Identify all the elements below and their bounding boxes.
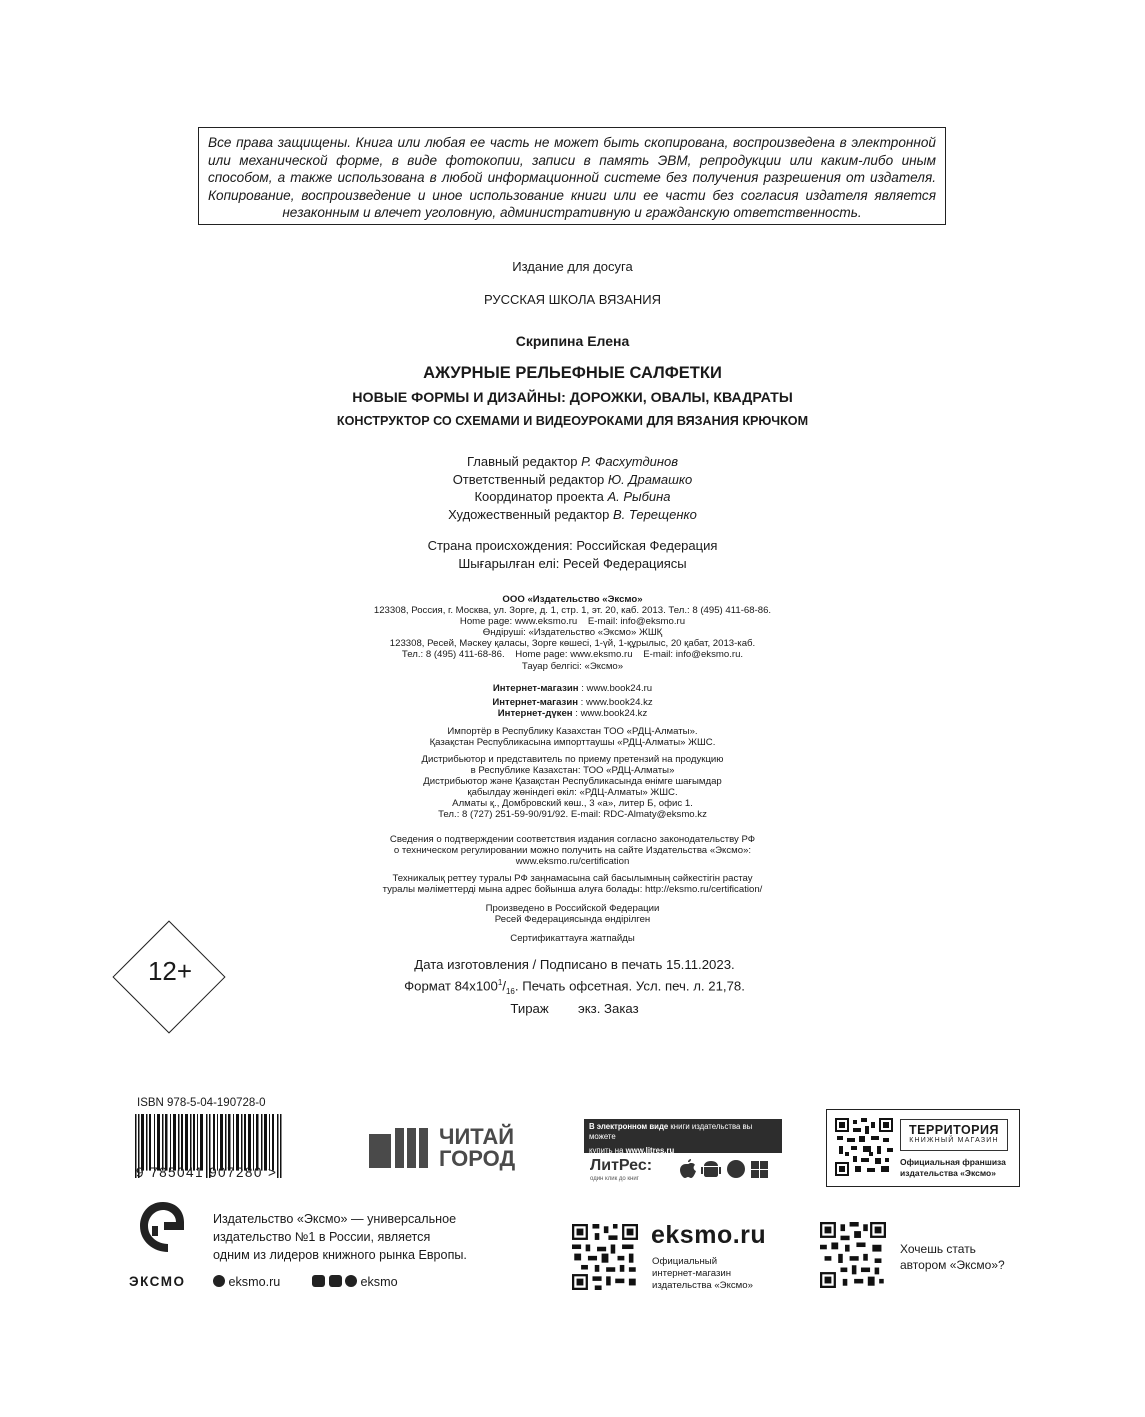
book-subtitle-1: НОВЫЕ ФОРМЫ И ДИЗАЙНЫ: ДОРОЖКИ, ОВАЛЫ, КВАДРАТЫ <box>352 390 793 406</box>
origin-kz: Шығарылған елі: Ресей Федерациясы <box>458 555 687 571</box>
windows-icon <box>751 1161 759 1169</box>
editor-line: Ответственный редактор Ю. Драмашко <box>452 471 693 487</box>
certification-line: Сведения о подтверждении соответствия издания согласно законодательству РФ <box>389 834 756 845</box>
produced-line: Произведено в Российской Федерации <box>485 903 660 914</box>
rights-notice: Все права защищены. Книга или любая ее часть не может быть скопирована, воспроизведена в электронной или механической форме, в виде фотокопии, записи в память ЭВМ, репродукции или каким-либо иным способом, а также использована в любой информационной системе без получения разрешения от издателя. Копирование, воспроизведение и иное использование книги или ее части без согласия издателя является незаконным и влечет уголовную, административную и гражданскую ответственность. <box>208 135 936 221</box>
author-name: Скрипина Елена <box>515 333 630 349</box>
print-info <box>2 956 1145 1018</box>
certification-line: туралы мәліметтерді мына адрес бойынша алуға болады: http://eksmo.ru/certification/ <box>382 884 763 896</box>
android-icon <box>701 1161 721 1177</box>
produced-line: Ресей Федерациясында өндірілген <box>494 914 651 926</box>
distributor-block <box>0 754 1145 821</box>
editor-line: Главный редактор Р. Фасхутдинов <box>466 454 679 469</box>
print-circulation: Тираж экз. Заказ <box>510 1001 639 1017</box>
platform-icons <box>678 1158 778 1180</box>
not-certified: Сертификаттауға жатпайды <box>510 933 635 944</box>
blackberry-icon <box>727 1160 745 1178</box>
ok-icon <box>329 1275 342 1287</box>
chitai-gorod-mark-icon <box>369 1128 435 1168</box>
produced-block <box>0 903 1145 925</box>
editor-line: Художественный редактор В. Терещенко <box>448 506 697 522</box>
publisher-kz-address: 123308, Ресей, Мәскеу қаласы, Зорге көшесі, 1-үй, 1-құрылыс, 20 қабат, 2013-каб. <box>389 638 756 650</box>
certification-line: www.eksmo.ru/certification <box>515 856 630 868</box>
distributor-line: Дистрибьютор и представитель по приему претензий на продукцию <box>421 754 724 765</box>
publisher-name: ООО «Издательство «Эксмо» <box>502 594 643 605</box>
book-title: АЖУРНЫЕ РЕЛЬЕФНЫЕ САЛФЕТКИ <box>423 364 722 382</box>
eksmo-shop-domain[interactable]: eksmo.ru <box>651 1221 767 1249</box>
certification-ru-block <box>0 834 1145 867</box>
certification-line: Техникалық реттеу туралы РФ заңнамасына сай басылымның сәйкестігін растау <box>392 873 753 884</box>
distributor-line: в Республике Казахстан: ТОО «РДЦ-Алматы» <box>470 765 675 777</box>
distributor-line: қабылдау жөніндегі өкіл: «РДЦ-Алматы» ЖШС. <box>467 787 678 799</box>
importer-block <box>0 726 1145 748</box>
eksmo-shop-qr-icon[interactable] <box>572 1224 638 1290</box>
apple-icon <box>680 1159 696 1178</box>
importer-kz: Қазақстан Республикасына импорттаушы «РДЦ-Алматы» ЖШС. <box>429 737 716 749</box>
importer-ru: Импортёр в Республику Казахстан ТОО «РДЦ-Алматы». <box>447 726 698 737</box>
globe-icon <box>213 1275 225 1287</box>
edition-type: Издание для досуга <box>512 259 633 274</box>
certification-kz-block <box>0 873 1145 895</box>
litres-logo: ЛитРес: <box>590 1157 653 1174</box>
distributor-line: Алматы қ., Домбровский көш., 3 «а», литер Б, офис 1. <box>452 798 693 810</box>
litres-tagline: один клик до книг <box>590 1176 639 1182</box>
publisher-block <box>0 594 1145 672</box>
print-date: Дата изготовления / Подписано в печать 15.11.2023. <box>414 957 735 972</box>
series-name: РУССКАЯ ШКОЛА ВЯЗАНИЯ <box>483 292 662 307</box>
eksmo-description: Издательство «Эксмо» — универсальное издательство №1 в России, является одним из лидеров книжного рынка Европы. <box>213 1212 467 1262</box>
territory-qr-icon[interactable] <box>835 1118 893 1176</box>
territory-logo: ТЕРРИТОРИЯ КНИЖНЫЙ МАГАЗИН <box>900 1119 1008 1151</box>
author-cta-text: Хочешь стать автором «Эксмо»? <box>900 1242 1005 1272</box>
shop-line: Интернет-магазин : www.book24.ru <box>492 683 653 694</box>
publisher-web: Home page: www.eksmo.ru E-mail: info@eksmo.ru <box>459 616 686 628</box>
vk-icon <box>312 1275 325 1287</box>
editors-block <box>0 453 1145 523</box>
print-format: Формат $84х100^1/_{16}$. Печать офсетная. Усл. печ. л. 21,78. <box>404 977 745 996</box>
rights-notice-box <box>198 127 946 225</box>
publisher-kz-contacts: Тел.: 8 (495) 411-68-86. Home page: www.eksmo.ru E-mail: info@eksmo.ru. <box>401 649 744 661</box>
eksmo-logo-text: ЭКСМО <box>129 1274 186 1289</box>
chitai-gorod-logo <box>369 1124 529 1171</box>
territory-caption: Официальная франшиза издательства «Эксмо» <box>900 1157 1006 1178</box>
shop-line: Интернет-дүкен : www.book24.kz <box>497 708 648 720</box>
litres-banner[interactable]: В электронном виде книги издательства вы можете купить на www.litres.ru <box>584 1119 782 1153</box>
publisher-trademark: Тауар белгісі: «Эксмо» <box>521 660 624 672</box>
distributor-line: Тел.: 8 (727) 251-59-90/91/92. E-mail: RDC-Almaty@eksmo.kz <box>438 809 707 821</box>
barcode-digits: 9 785041 907280 > <box>136 1165 278 1180</box>
chitai-gorod-text: ЧИТАЙ ГОРОД <box>439 1124 516 1171</box>
eksmo-social[interactable]: eksmo <box>312 1273 398 1291</box>
publisher-address: 123308, Россия, г. Москва, ул. Зорге, д. 1, стр. 1, эт. 20, каб. 2013. Тел.: 8 (495) 411-68-86. <box>373 605 772 617</box>
shops-block <box>0 683 1145 719</box>
eksmo-site[interactable]: eksmo.ru <box>213 1273 280 1291</box>
certification-line: о техническом регулировании можно получить на сайте Издательства «Эксмо»: <box>393 845 752 857</box>
eksmo-logo-icon <box>138 1200 188 1268</box>
publisher-kz-producer: Өндіруші: «Издательство «Эксмо» ЖШҚ <box>482 627 663 639</box>
origin-block <box>0 537 1145 572</box>
editor-line: Координатор проекта А. Рыбина <box>474 489 671 504</box>
shop-line: Интернет-магазин : www.book24.kz <box>492 697 653 709</box>
telegram-icon <box>345 1275 357 1287</box>
age-rating-label: 12+ <box>147 956 193 986</box>
author-cta-qr-icon[interactable] <box>820 1222 886 1288</box>
book-subtitle-2: КОНСТРУКТОР СО СХЕМАМИ И ВИДЕОУРОКАМИ ДЛЯ ВЯЗАНИЯ КРЮЧКОМ <box>336 414 809 428</box>
distributor-line: Дистрибьютор және Қазақстан Республикасында өнімге шағымдар <box>423 776 722 788</box>
isbn: ISBN 978-5-04-190728-0 <box>137 1097 266 1109</box>
origin-ru: Страна происхождения: Российская Федерация <box>427 538 718 553</box>
eksmo-shop-caption: Официальный интернет-магазин издательства «Эксмо» <box>652 1256 753 1291</box>
